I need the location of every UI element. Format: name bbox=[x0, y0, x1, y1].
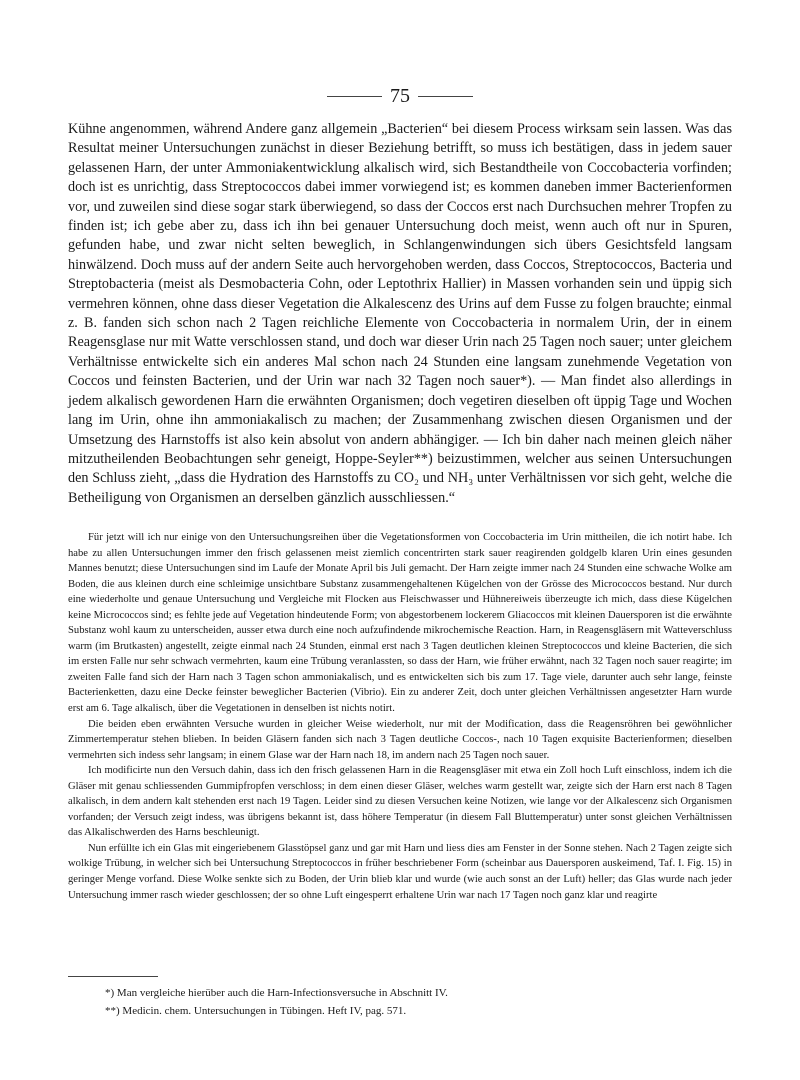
page-number: 75 bbox=[390, 84, 410, 107]
footnotes bbox=[105, 984, 705, 1020]
observation-notes bbox=[68, 530, 732, 903]
notes-paragraph-2: Die beiden eben erwähnten Versuche wurden in gleicher Weise wiederholt, nur mit der Modification, dass die Reagensröhren bei gewöhnlicher Zimmertemperatur stehen blieben. In beiden Gläsern fanden sich nach 3 Tagen deutliche Coccos-, nach 10 Tagen exquisite Bacterienformen; dieselben vermehrten sich indess sehr langsam; in einem Glase war der Harn nach 18, im andern nach 25 Tagen noch sauer. bbox=[68, 718, 732, 761]
footnote-2: **) Medicin. chem. Untersuchungen in Tübingen. Heft IV, pag. 571. bbox=[105, 1005, 407, 1017]
header-rule-left bbox=[327, 96, 382, 97]
main-text-block bbox=[68, 120, 732, 508]
footnote-rule bbox=[68, 976, 158, 977]
main-paragraph: Kühne angenommen, während Andere ganz allgemein „Bacterien“ bei diesem Process wirksam sein lassen. Was das Resultat meiner Untersuchungen zunächst in dieser Beziehung betrifft, so muss ich bestätigen, dass in jedem sauer gelassenen Harn, der unter Ammoniakentwicklung alkalisch wird, sich Bestandtheile von Coccobacteria vorfinden; doch ist es unrichtig, dass Streptococcos dabei immer vorwiegend ist; es kommen daneben immer Bacterienformen vor, und zuweilen sind diese sogar stark überwiegend, so dass der Coccos erst nach Durchsuchen mehrer Tropfen zu finden ist; ich gebe aber zu, dass ich ihn bei genauer Untersuchung doch meist, wenn auch oft nur in Spuren, gefunden habe, und zwar nicht selten beweglich, in Schlangenwindungen sich übers Gesichtsfeld langsam hinwälzend. Doch muss auf der andern Seite auch hervorgehoben werden, dass Coccos, Streptococcos, Bacteria und Streptobacteria (meist als Desmobacteria Cohn, oder Leptothrix Hallier) in Massen vorhanden sein und üppig sich vermehren können, ohne dass dieser Vegetation die Alkalescenz des Urins auf dem Fusse zu folgen brauchte; einmal z. B. fanden sich schon nach 2 Tagen reichliche Elemente von Coccobacteria in normalem Urin, der in einem Reagensglase nur mit Watte verschlossen stand, und doch war dieser Urin nach 25 Tagen noch sauer; unter gleichem Verhältnisse entwickelte sich ein anderes Mal schon nach 24 Stunden eine langsam zunehmende Vegetation von Coccos und feinsten Bacterien, und der Urin war nach 32 Tagen noch sauer*). — Man findet also allerdings in jedem alkalisch gewordenen Harn die erwähnten Organismen; doch vegetiren dieselben oft üppig Tage und Wochen lang im Urin, ohne ihn ammoniakalisch zu machen; der Zusammenhang zwischen diesen Organismen und der Umsetzung des Harnstoffs ist also kein absolut von andern abhängiger. — Ich bin daher nach meinen gleich näher mitzutheilenden Beobachtungen sehr geneigt, Hoppe-Seyler**) beizustimmen, welcher aus seinen Untersuchungen den Schluss zieht, „dass die Hydration des Harnstoffs zu CO₂ und NH₃ unter Verhältnissen vor sich geht, welche die Betheiligung von Organismen an derselben gänzlich ausschliessen.“ bbox=[68, 121, 732, 506]
notes-paragraph-1: Für jetzt will ich nur einige von den Untersuchungsreihen über die Vegetationsformen von Coccobacteria im Urin mittheilen, die ich notirt habe. Ich habe zu allen Untersuchungen immer den frisch gelassenen meist ziemlich concentrirten stark sauer reagirenden goldgelb klaren Urin eines gesunden Mannes benutzt; diese Untersuchungen sind im Laufe der Monate April bis Juli gemacht. Der Harn zeigte immer nach 24 Stunden eine schwache Wolke am Boden, die aus kleinen durch eine schleimige unsichtbare Substanz zusammengehaltenen Kügelchen von der Grösse des Micrococcos bestand. Nur durch eine wiederholte und genaue Untersuchung und Vergleiche mit Flocken aus Fleischwasser und Hühnereiweis überzeugte ich mich, dass diese Kügelchen keine Micrococcos sind; es fehlte jede auf Vegetation hindeutende Form; von abgestorbenem lockerem Gliacoccos mit kleinen Dauersporen ist die erwähnte Substanz wohl kaum zu unterscheiden, ausser etwa durch eine noch aufzufindende mikrochemische Reaction. Harn, in Reagensgläsern mit Watteverschluss warm (im Brutkasten) angestellt, zeigte einmal nach 24 Stunden, einmal erst nach 3 Tagen deutlichen kleinen Streptococcos und kleine Bacterien, die sich im ersten Falle nur sehr schwach vermehrten, kaum eine Trübung veranlassten, so dass der Harn, wie früher erwähnt, nach 32 Tagen noch sauer reagirte; im zweiten Falle fand sich der Harn nach 3 Tagen schon ammoniakalisch, und es entwickelten sich bis zum 17. Tage viele, darunter auch sehr lange, feinste Bacterienketten, dazu eine Decke feinster beweglicher Bacterien (Vibrio). Ein zu anderer Zeit, doch unter gleichen Verhältnissen angesetzter Harn wurde erst am 6. Tage alkalisch, über die Vegetationen in denselben ist nichts notirt. bbox=[68, 532, 732, 715]
notes-paragraph-3: Ich modificirte nun den Versuch dahin, dass ich den frisch gelassenen Harn in die Reagensgläser mit etwa ein Zoll hoch Luft einschloss, indem ich die Gläser mit genau schliessenden Gummipfropfen verschloss; in dem einen dieser Gläser, welches warm gestellt war, zeigte sich der Harn erst nach 8 Tagen alkalisch, in dem andern kalt stehenden erst nach 19 Tagen. Leider sind zu diesen Versuchen keine Notizen, wie lange vor der Alkalescenz sich Organismen vorfanden; der Versuch zeigt indess, was übrigens bekannt ist, dass höhere Temperatur (in diesem Fall Bluttemperatur) unter sonst gleichen Verhältnissen das Alkalischwerden des Harns beschleunigt. bbox=[68, 765, 732, 839]
footnote-1: *) Man vergleiche hierüber auch die Harn-Infectionsversuche in Abschnitt IV. bbox=[105, 987, 448, 999]
page-header bbox=[0, 84, 800, 108]
notes-paragraph-4: Nun erfüllte ich ein Glas mit eingeriebenem Glasstöpsel ganz und gar mit Harn und liess dies am Fenster in der Sonne stehen. Nach 2 Tagen zeigte sich wolkige Trübung, in welcher sich bei Untersuchung Streptococcos in früher beschriebener Form (scheinbar aus Dauersporen auskeimend, Taf. I. Fig. 15) in geringer Menge vorfand. Diese Wolke senkte sich zu Boden, der Urin blieb klar und wurde (wie auch sonst an der Luft) heller; das Glas wurde nach jeder Untersuchung immer rasch wieder geschlossen; der so ohne Luft eingesperrt erhaltene Urin war nach 17 Tagen noch ganz klar und reagirte bbox=[68, 842, 732, 901]
header-rule-right bbox=[418, 96, 473, 97]
